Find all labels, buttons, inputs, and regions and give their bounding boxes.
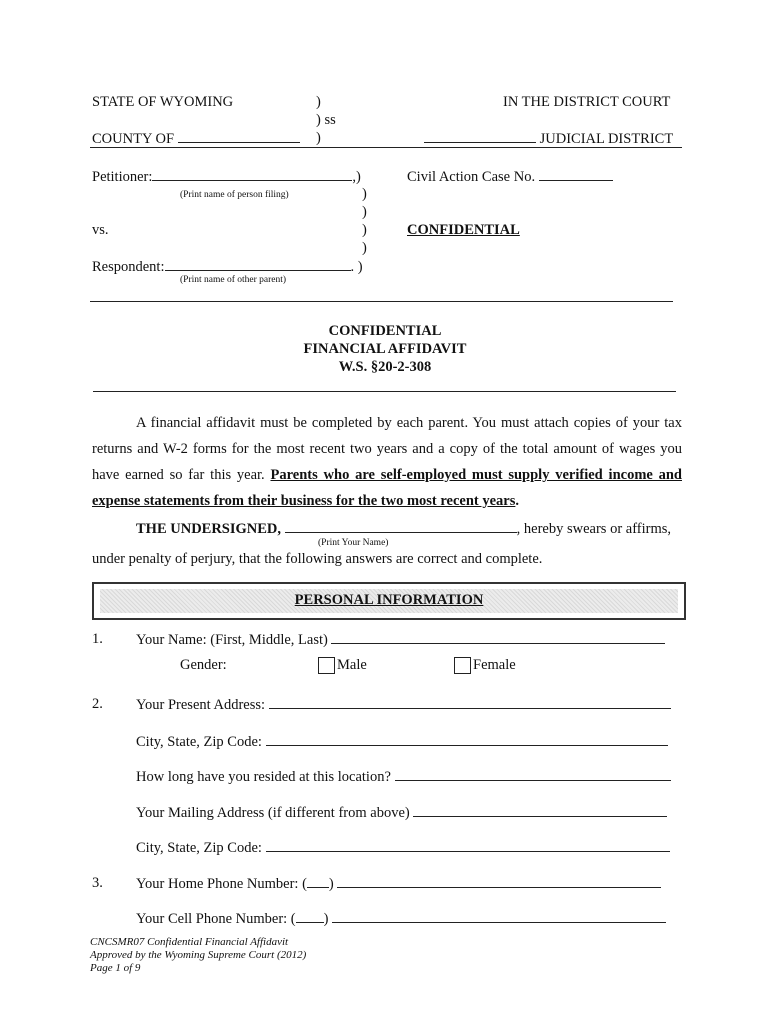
name-label: Your Name: (First, Middle, Last) [136,632,328,648]
intro-bold-text: Parents who are self-employed must supply verified income and expense statements from their business for the two most recent years [92,467,682,509]
footer-approval: Approved by the Wyoming Supreme Court (2012) [90,949,307,961]
petitioner-label: Petitioner: [92,169,153,185]
cell-phone-close: ) [323,911,329,927]
respondent-field[interactable] [165,258,351,271]
caption-paren: ) [362,240,367,256]
city-row-1 [136,733,668,751]
address-label: Your Present Address: [136,697,266,713]
district-row [424,130,673,148]
intro-bold-end: . [515,493,520,509]
caption-ss: ) ss [316,112,336,128]
caption-paren: ) [316,130,321,146]
state-label: STATE OF WYOMING [92,94,234,110]
name-field[interactable] [331,631,665,644]
caption-paren: ) [362,186,367,202]
court-label: IN THE DISTRICT COURT [503,94,671,110]
residence-duration-label: How long have you resided at this location? [136,769,391,785]
city-field-2[interactable] [266,839,670,852]
mailing-label: Your Mailing Address (if different from above) [136,805,410,821]
address-field[interactable] [269,696,671,709]
residence-duration-row [136,768,671,786]
district-label: JUDICIAL DISTRICT [539,131,674,147]
caption-rule [90,147,682,148]
female-label: Female [473,657,516,673]
case-no-field[interactable] [539,168,613,181]
female-checkbox[interactable] [454,657,471,674]
swears-label: , hereby swears or affirms, [516,521,672,537]
footer [90,936,306,975]
mailing-row [136,804,667,822]
home-phone-row [136,875,661,893]
home-phone-field[interactable] [337,875,661,888]
petitioner-row [92,168,361,186]
item-number-3: 3. [92,875,103,891]
city-row-2 [136,839,670,857]
caption-bottom-rule [90,301,673,302]
intro-text: A financial affidavit must be completed by each parent. You must attach copies of your tax returns and W-2 forms for the most recent two years and a copy of the total amount of wages you have earned so far this year. [92,415,682,483]
cell-phone-field[interactable] [332,910,666,923]
petitioner-field[interactable] [152,168,352,181]
home-area-code-field[interactable] [307,875,329,888]
caption-paren: ) [362,204,367,220]
county-field[interactable] [178,130,300,143]
cell-phone-row [136,910,666,928]
item-number-1: 1. [92,631,103,647]
section-banner [92,582,686,620]
county-row [92,130,300,148]
home-phone-label: Your Home Phone Number: ( [136,876,307,892]
undersigned-row [136,520,671,538]
city-label-2: City, State, Zip Code: [136,840,262,856]
caption-paren: . ) [350,259,363,275]
title-rule [93,391,676,392]
doc-title-line3: W.S. §20-2-308 [338,359,432,375]
district-field[interactable] [424,130,536,143]
undersigned-label: THE UNDERSIGNED, [136,521,282,537]
confidential-label: CONFIDENTIAL [407,222,520,238]
city-field-1[interactable] [266,733,668,746]
case-no-label: Civil Action Case No. [407,169,536,185]
male-checkbox[interactable] [318,657,335,674]
gender-label: Gender: [180,657,227,673]
doc-title-line1: CONFIDENTIAL [328,323,442,339]
caption-paren: ,) [352,169,361,185]
respondent-row [92,258,363,276]
home-phone-close: ) [328,876,334,892]
mailing-field[interactable] [413,804,667,817]
residence-duration-field[interactable] [395,768,671,781]
case-no-row [407,168,613,186]
vs-label: vs. [92,222,109,238]
caption-paren: ) [362,222,367,238]
respondent-label: Respondent: [92,259,165,275]
footer-page-number: Page 1 of 9 [90,962,141,974]
cell-phone-label: Your Cell Phone Number: ( [136,911,296,927]
caption-paren: ) [316,94,321,110]
section-heading: PERSONAL INFORMATION [294,592,484,608]
footer-form-id: CNCSMR07 Confidential Financial Affidavit [90,936,289,948]
doc-title-line2: FINANCIAL AFFIDAVIT [303,341,467,357]
name-row [136,631,665,649]
print-respondent-hint: (Print name of other parent) [180,275,287,285]
print-name-hint: (Print Your Name) [318,538,389,548]
cell-area-code-field[interactable] [296,910,324,923]
city-label-1: City, State, Zip Code: [136,734,262,750]
perjury-text: under penalty of perjury, that the following answers are correct and complete. [92,551,543,567]
intro-paragraph [92,410,682,514]
county-label: COUNTY OF [92,131,175,147]
male-label: Male [337,657,367,673]
print-petitioner-hint: (Print name of person filing) [180,190,289,200]
item-number-2: 2. [92,696,103,712]
address-row [136,696,671,714]
undersigned-name-field[interactable] [285,520,517,533]
